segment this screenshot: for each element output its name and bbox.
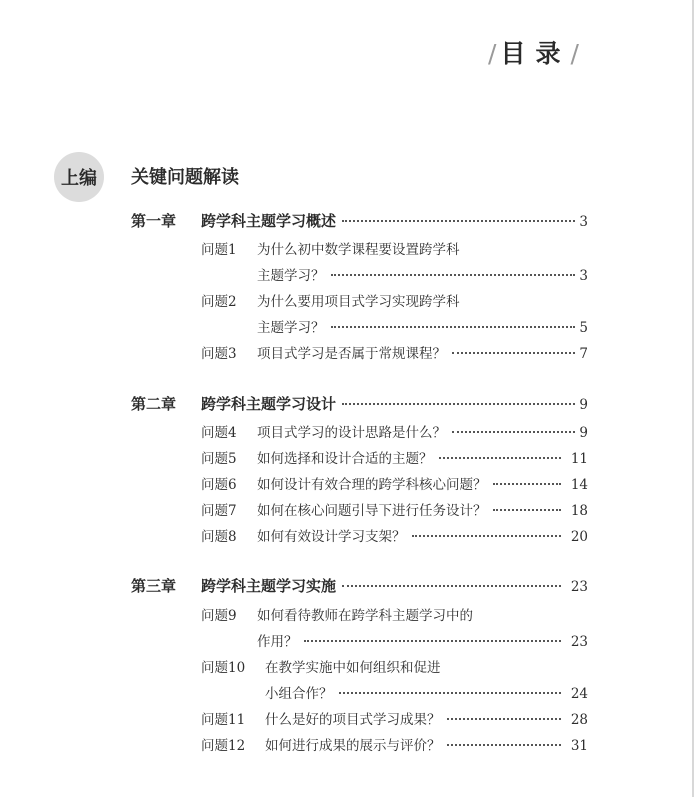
dot-leader [447, 744, 561, 746]
dot-leader [342, 585, 561, 587]
question-entry[interactable] [201, 605, 588, 627]
question-title-continued: 小组合作？ [265, 686, 333, 702]
question-label: 问题7 [201, 503, 237, 519]
question-entry[interactable] [201, 239, 588, 261]
question-entry[interactable] [201, 657, 588, 679]
question-label: 问题9 [201, 608, 237, 624]
question-entry[interactable] [201, 709, 588, 731]
question-entry[interactable] [201, 422, 588, 444]
question-label: 问题6 [201, 477, 237, 493]
dot-leader [412, 535, 561, 537]
question-entry[interactable] [201, 448, 588, 470]
page-number: 28 [570, 712, 588, 728]
question-label: 问题1 [201, 242, 237, 258]
question-title: 如何在核心问题引导下进行任务设计？ [257, 503, 487, 519]
page-number: 9 [579, 397, 588, 413]
question-entry-continued[interactable] [265, 683, 588, 705]
page-number: 3 [579, 214, 588, 230]
page-number: 5 [579, 320, 588, 336]
chapter-title: 跨学科主题学习实施 [201, 577, 337, 595]
part-title: 关键问题解读 [131, 167, 239, 188]
part-badge: 上编 [54, 152, 104, 202]
page-number: 20 [570, 529, 588, 545]
question-label: 问题5 [201, 451, 237, 467]
chapter-entry[interactable] [131, 393, 588, 415]
dot-leader [339, 692, 561, 694]
question-label: 问题11 [201, 712, 246, 728]
dot-leader [452, 352, 575, 354]
question-entry[interactable] [201, 474, 588, 496]
heading-slash-left: / [488, 39, 497, 68]
chapter-label: 第三章 [131, 577, 177, 595]
chapter-label: 第二章 [131, 395, 177, 413]
chapter-entry[interactable] [131, 210, 588, 232]
page-number: 24 [570, 686, 588, 702]
question-title: 为什么要用项目式学习实现跨学科 [257, 294, 460, 310]
page-number: 18 [570, 503, 588, 519]
question-title: 如何选择和设计合适的主题？ [257, 451, 433, 467]
dot-leader [439, 457, 561, 459]
question-title: 如何看待教师在跨学科主题学习中的 [257, 608, 473, 624]
question-title: 如何进行成果的展示与评价？ [265, 738, 441, 754]
page-number: 9 [579, 425, 588, 441]
question-entry[interactable] [201, 291, 588, 313]
page-number: 3 [579, 268, 588, 284]
question-entry-continued[interactable] [257, 317, 588, 339]
question-label: 问题10 [201, 660, 246, 676]
page-number: 14 [570, 477, 588, 493]
page-title: 目录 [500, 39, 571, 68]
question-label: 问题8 [201, 529, 237, 545]
question-title-continued: 主题学习？ [257, 320, 325, 336]
chapter-title: 跨学科主题学习设计 [201, 395, 337, 413]
dot-leader [493, 483, 561, 485]
question-label: 问题4 [201, 425, 237, 441]
toc-heading [488, 34, 598, 70]
page-number: 23 [570, 579, 588, 595]
heading-slash-right: / [570, 39, 579, 68]
question-entry[interactable] [201, 735, 588, 757]
question-title: 项目式学习的设计思路是什么？ [257, 425, 446, 441]
question-title: 项目式学习是否属于常规课程？ [257, 346, 446, 362]
dot-leader [342, 220, 575, 222]
chapter-entry[interactable] [131, 575, 588, 597]
dot-leader [331, 274, 576, 276]
page-number: 11 [570, 451, 588, 467]
question-title: 为什么初中数学课程要设置跨学科 [257, 242, 460, 258]
dot-leader [493, 509, 561, 511]
question-title-continued: 作用？ [257, 634, 298, 650]
question-entry-continued[interactable] [257, 631, 588, 653]
question-entry-continued[interactable] [257, 265, 588, 287]
question-entry[interactable] [201, 343, 588, 365]
page-number: 23 [570, 634, 588, 650]
question-label: 问题2 [201, 294, 237, 310]
question-title: 什么是好的项目式学习成果？ [265, 712, 441, 728]
question-title: 在教学实施中如何组织和促进 [265, 660, 441, 676]
chapter-label: 第一章 [131, 212, 177, 230]
page-number: 31 [570, 738, 588, 754]
question-title: 如何设计有效合理的跨学科核心问题？ [257, 477, 487, 493]
dot-leader [447, 718, 561, 720]
question-title-continued: 主题学习？ [257, 268, 325, 284]
dot-leader [452, 431, 575, 433]
page-number: 7 [579, 346, 588, 362]
question-label: 问题3 [201, 346, 237, 362]
question-label: 问题12 [201, 738, 246, 754]
question-entry[interactable] [201, 500, 588, 522]
dot-leader [304, 640, 561, 642]
chapter-title: 跨学科主题学习概述 [201, 212, 337, 230]
dot-leader [331, 326, 576, 328]
question-title: 如何有效设计学习支架？ [257, 529, 406, 545]
dot-leader [342, 403, 575, 405]
question-entry[interactable] [201, 526, 588, 548]
